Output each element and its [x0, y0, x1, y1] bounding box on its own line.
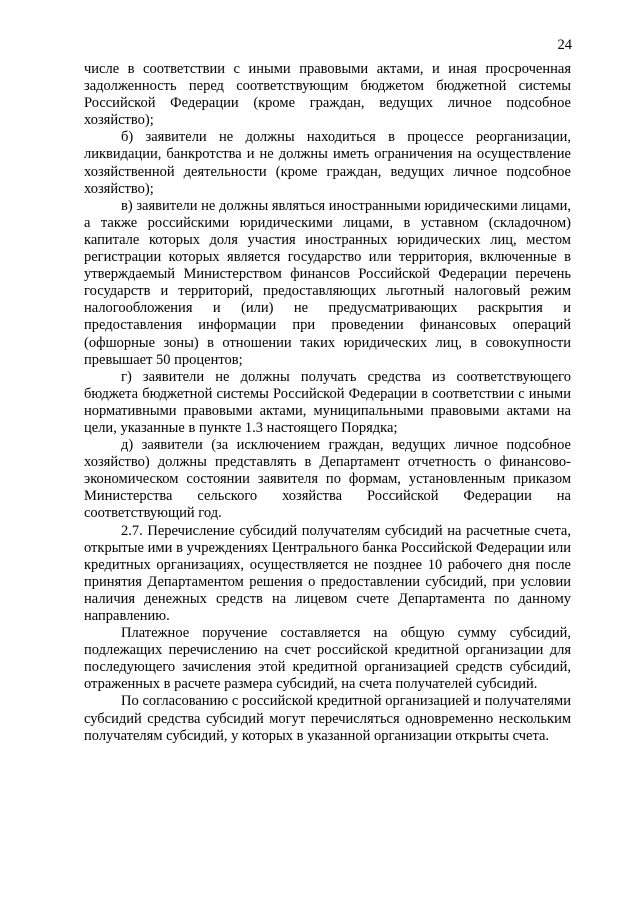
paragraph-item-b: б) заявители не должны находиться в процессе реорганизации, ликвидации, банкротства и не должны иметь ограничения на осуществление хозяйственной деятельности (кроме граждан, ведущих личное подсобное хозяйство); — [84, 129, 571, 197]
paragraph-continuation: числе в соответствии с иными правовыми актами, и иная просроченная задолженность перед соответствующим бюджетом бюджетной системы Российской Федерации (кроме граждан, ведущих личное подсобное хозяйство); — [84, 61, 571, 129]
page-number: 24 — [557, 37, 572, 53]
paragraph-item-g: г) заявители не должны получать средства из соответствующего бюджета бюджетной системы Российской Федерации в соответствии с иными нормативными правовыми актами, муниципальными правовыми актами на цели, указанные в пункте 1.3 настоящего Порядка; — [84, 368, 571, 436]
paragraph-payment-order: Платежное поручение составляется на общую сумму субсидий, подлежащих перечислению на счет российской кредитной организации для последующего зачисления этой кредитной организацией средств субсидий, отраженных в расчете размера субсидий, на счета получателей субсидий. — [84, 625, 571, 693]
document-body — [84, 61, 571, 745]
paragraph-item-d: д) заявители (за исключением граждан, ведущих личное подсобное хозяйство) должны представлять в Департамент отчетность о финансово-экономическом состоянии заявителя по формам, установленным приказом Министерства сельского хозяйства Российской Федерации на соответствующий год. — [84, 437, 571, 522]
paragraph-clause-2-7: 2.7. Перечисление субсидий получателям субсидий на расчетные счета, открытые ими в учреждениях Центрального банка Российской Федерации или кредитных организациях, осуществляется не позднее 10 рабочего дня после принятия Департаментом решения о предоставлении субсидий, при условии наличия денежных средств на лицевом счете Департамента по данному направлению. — [84, 522, 571, 624]
paragraph-agreement: По согласованию с российской кредитной организацией и получателями субсидий средства субсидий могут перечисляться одновременно нескольким получателям субсидий, у которых в указанной организации открыты счета. — [84, 693, 571, 744]
paragraph-item-v: в) заявители не должны являться иностранными юридическими лицами, а также российскими юридическими лицами, в уставном (складочном) капитале которых доля участия иностранных юридических лиц, местом регистрации которых является государство или территория, включенные в утверждаемый Министерством финансов Российской Федерации перечень государств и территорий, предоставляющих льготный налоговый режим налогообложения и (или) не предусматривающих раскрытия и предоставления информации при проведении финансовых операций (офшорные зоны) в отношении таких юридических лиц, в совокупности превышает 50 процентов; — [84, 197, 571, 368]
